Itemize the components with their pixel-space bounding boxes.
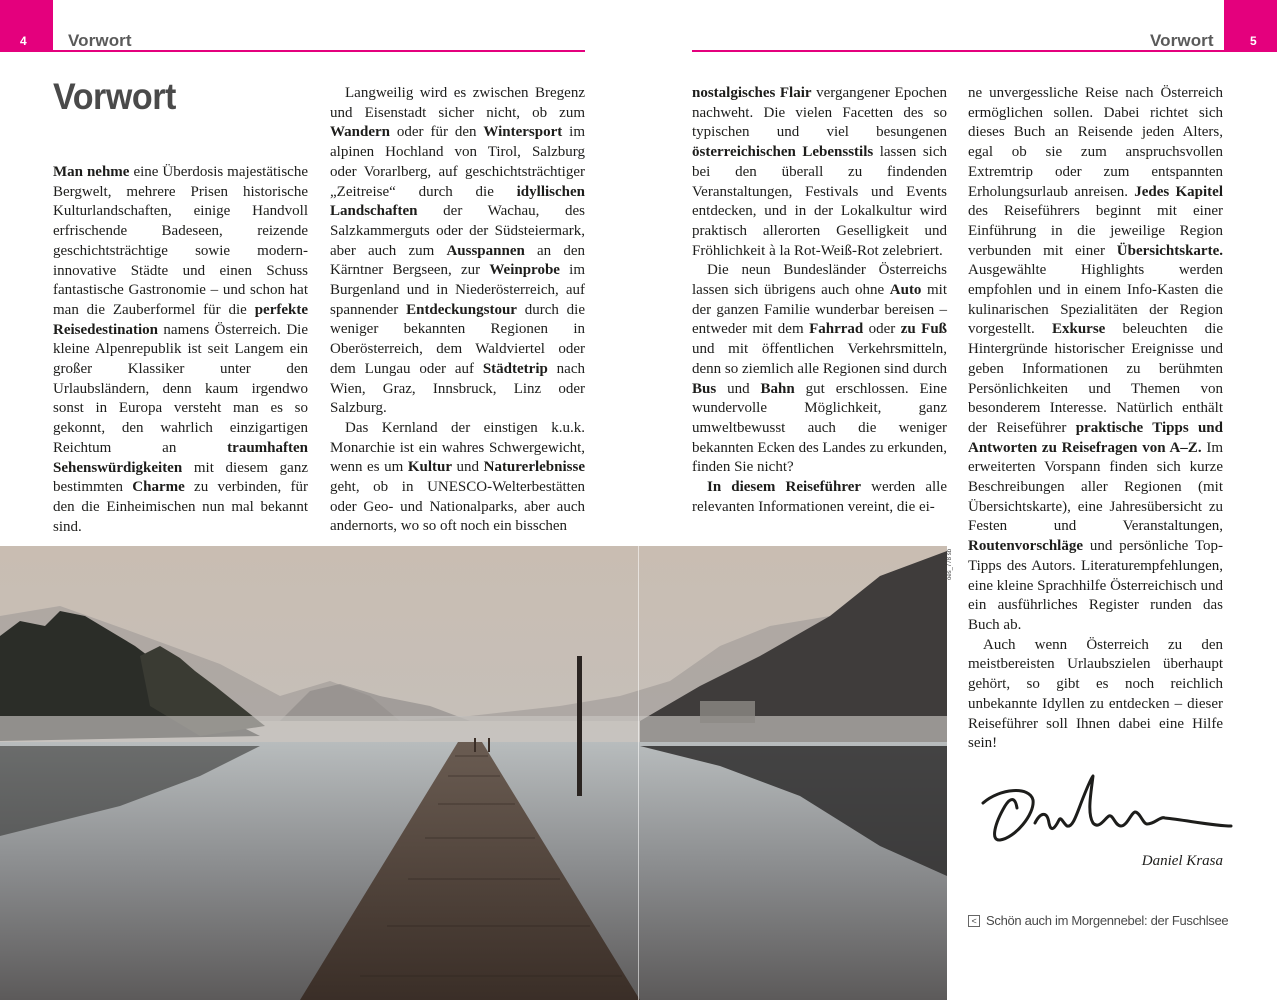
paragraph [968,636,1223,754]
text-run: an den Kärntner Bergseen, zur [330,242,585,279]
text-run: und mit öffentlichen Verkehrsmitteln, denn so ziemlich alle Regionen sind durch [692,341,947,377]
paragraph [53,163,308,537]
paragraph [968,84,1223,636]
bold-phrase: Bahn [760,380,795,397]
photo-credit: oes_778 sb [947,548,953,580]
paragraph [692,261,947,478]
text-run: der Wachau, des Salzkammerguts oder der Südsteiermark, aber auch zum [330,203,585,259]
bold-phrase: Weinprobe [489,262,560,279]
text-run: oder für den [390,124,484,141]
bold-phrase: Kultur [407,459,452,476]
bold-phrase: perfekte Reisedestination [53,301,308,338]
bold-phrase: Routenvorschläge [968,538,1083,555]
paragraph [692,478,947,517]
bold-phrase: Exkurse [1051,321,1106,338]
bold-phrase: zu Fuß [900,321,948,338]
text-column-4 [968,84,1223,754]
author-name: Daniel Krasa [1141,853,1223,869]
text-run: beleuchten die Hintergründe historischer Ereignisse und geben Informationen zu berühmten Persönlichkeiten und Themen von besonderem Interesse. Natürlich enthält der Reiseführer [968,321,1223,436]
text-column-2 [330,84,585,537]
right-page-number: 5 [1250,34,1257,48]
text-column-1 [53,163,308,537]
author-signature [975,768,1235,848]
photo-caption [968,913,1228,928]
bold-phrase: traumhaften Sehenswürdigkeiten [53,439,308,476]
text-run: im alpinen Hochland von Tirol, Salzburg oder Vorarlberg, auf geschichtsträchtiger „Zeitreise“ durch die [330,124,585,200]
text-run: oder [863,321,901,338]
bold-phrase: Fahrrad [809,321,864,338]
page-gutter [638,546,639,1000]
bold-phrase: Ausspannen [446,242,525,259]
bold-phrase: Wandern [330,124,391,141]
lake-jetty-photo [0,546,947,1000]
bold-phrase: Naturerlebnisse [483,459,585,476]
text-column-3 [692,84,947,517]
text-run: zu verbinden, für den die Einheimischen nun mal bekannt sind. [53,479,308,535]
bold-phrase: In diesem Reiseführer [707,479,862,496]
bold-phrase: Entdeckungstour [406,301,517,318]
bold-phrase: Städtetrip [482,360,548,377]
text-run: Die neun Bundesländer Österreichs lassen sich übrigens auch ohne [692,262,947,299]
bold-phrase: Auto [889,282,922,299]
text-run: Das Kernland der einstigen k.u.k. Monarchie ist ein wahres Schwergewicht, wenn es um [330,419,585,476]
left-page-number: 4 [20,34,27,48]
text-run: mit der ganzen Familie wunderbar bereisen – entweder mit dem [692,282,947,338]
text-run: Auch wenn Österreich zu den meistbereisten Urlaubszielen überhaupt gehört, so gibt es noch reichlich unbekannte Idyllen zu entdecken – dieser Reiseführer soll Ihnen dabei eine Hilfe sein! [968,636,1223,752]
text-run: und [716,380,761,397]
right-header-rule [692,50,1224,52]
arrow-left-icon: < [968,915,980,927]
text-run: mit diesem ganz bestimmten [53,459,308,496]
paragraph [330,419,585,537]
text-run: eine Überdosis majestätische Bergwelt, mehrere Prisen historische Kulturlandschaften, einige Handvoll erfrischende Badeseen, reizende geschichtsträchtige sowie modern-innovative Städte und einen Schuss fantastische Gastronomie – und schon hat man die Zauberformel für die [53,164,308,318]
text-run: geht, ob in UNESCO-Welterbestätten oder Geo- und Nationalparks, aber auch andernorts, wo so oft noch ein bisschen [330,479,585,535]
bold-phrase: praktische Tipps und Antworten zu Reisefragen von A–Z. [968,419,1223,456]
paragraph [692,84,947,261]
bold-phrase: idyllischen Landschaften [330,183,585,220]
left-header-rule [53,50,585,52]
bold-phrase: Übersichtskarte. [1116,242,1223,259]
text-run: vergangener Epochen nachweht. Die vielen Facetten des so typischen und viel besungenen [692,85,948,141]
right-running-head: Vorwort [1150,31,1214,50]
text-run: Ausgewählte Highlights werden empfohlen und in einem Info-Kasten die kulinarischen Spezialitäten der Region vorgestellt. [968,262,1223,338]
text-run: nach Wien, Graz, Innsbruck, Linz oder Salzburg. [330,360,585,417]
page-title: Vorwort [53,76,176,117]
text-run: und persönliche Top-Tipps des Autors. Literaturempfehlungen, eine kleine Sprachhilfe Österreichisch und ein ausführliches Register runden das Buch ab. [968,538,1223,633]
text-run: Langweilig wird es zwischen Bregenz und Eisenstadt sicher nicht, ob zum [330,85,585,121]
bold-phrase: österreichischen Lebensstils [692,144,874,161]
right-page-tab [1224,0,1277,52]
text-run: lassen sich bei den überall zu findenden Veranstaltungen, Festivals und Events entdecken, und in der Lokalkultur wird praktisch allerorten Geselligkeit und Fröhlichkeit à la Rot-Weiß-Rot zelebriert. [692,144,947,259]
paragraph [330,84,585,419]
text-run: durch die weniger bekannten Regionen in Oberösterreich, dem Waldviertel oder dem Lungau oder auf [330,301,585,377]
text-run: des Reiseführers beginnt mit einer Einführung in die jeweilige Region verbunden mit einer [968,203,1223,259]
caption-text: Schön auch im Morgennebel: der Fuschlsee [986,913,1229,928]
text-run: werden alle relevanten Informationen vereint, die ei- [692,479,948,515]
text-run: namens Österreich. Die kleine Alpenrepublik ist seit Langem ein großer Klassiker unter den Urlaubsländern, denn kaum irgendwo sonst in Europa versteht man es so gekonnt, den wahrlich einzigartigen Reichtum an [53,321,308,456]
text-run: ne unvergessliche Reise nach Österreich ermöglichen sollen. Dabei richtet sich dieses Buch an Reisende jeden Alters, egal ob sie zum anspruchsvollen Extremtrip oder zum entspannten Erholungsurlaub anreisen. [968,85,1223,200]
text-run: gut erschlossen. Eine wundervolle Möglichkeit, ganz umweltbewusst auch die weniger bekannten Ecken des Landes zu erkunden, finden Sie nicht? [692,380,948,476]
bold-phrase: Wintersport [483,124,563,141]
bold-phrase: Man nehme [53,164,130,180]
left-page-tab [0,0,53,52]
text-run: Im erweiterten Vorspann finden sich kurze Beschreibungen aller Regionen (mit Übersichtskarte), eine Jahresübersicht zu Festen und Veranstaltungen, [968,439,1223,535]
bold-phrase: Bus [692,380,717,397]
bold-phrase: nostalgisches Flair [692,85,812,101]
text-run: im Burgenland und in Niederösterreich, auf spannender [330,262,585,318]
left-running-head: Vorwort [68,31,132,50]
bold-phrase: Jedes Kapitel [1134,183,1223,200]
text-run: und [452,459,484,476]
bold-phrase: Charme [132,479,185,496]
